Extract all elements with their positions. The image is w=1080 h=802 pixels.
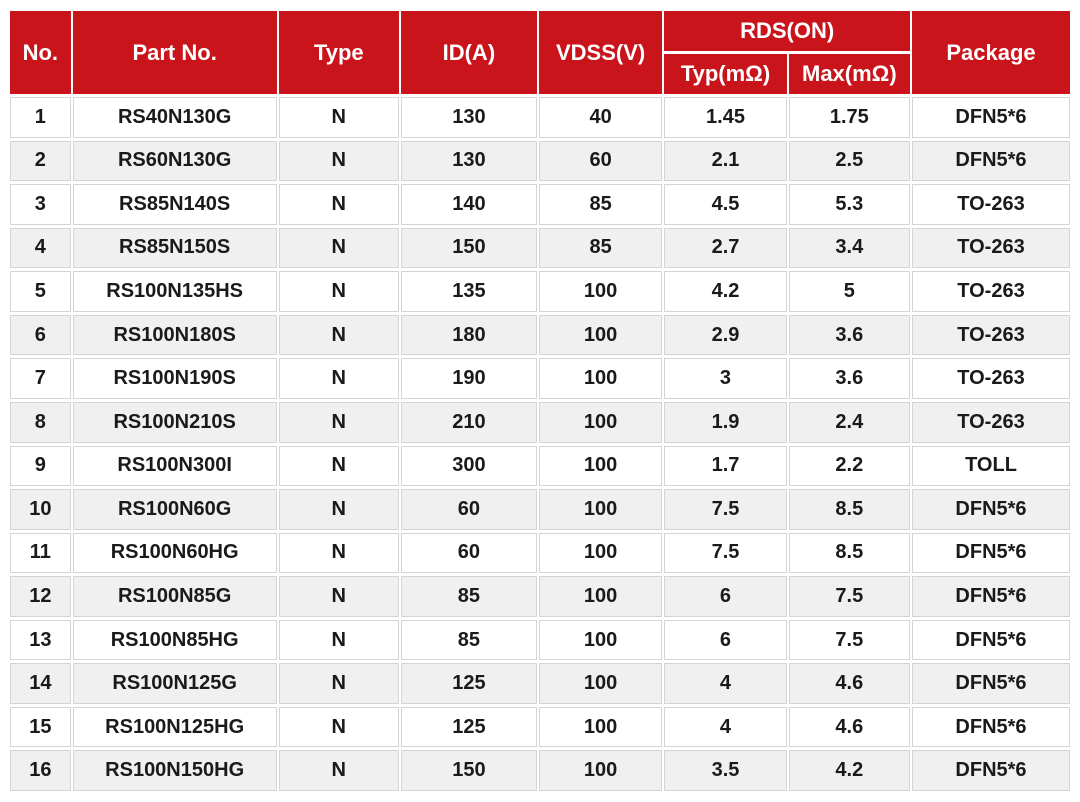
- cell-type: N: [279, 489, 399, 530]
- cell-id_a: 150: [401, 750, 537, 791]
- cell-type: N: [279, 446, 399, 487]
- cell-id_a: 130: [401, 97, 537, 138]
- cell-id_a: 60: [401, 533, 537, 574]
- table-row: [10, 315, 1070, 356]
- column-header-type: Type: [279, 11, 399, 94]
- cell-type: N: [279, 750, 399, 791]
- cell-no: 13: [10, 620, 71, 661]
- cell-no: 4: [10, 228, 71, 269]
- cell-part_no: RS100N60G: [73, 489, 277, 530]
- cell-package: DFN5*6: [912, 141, 1070, 182]
- cell-typ_mohm: 6: [664, 620, 786, 661]
- cell-typ_mohm: 7.5: [664, 533, 786, 574]
- table-row: [10, 620, 1070, 661]
- cell-id_a: 135: [401, 271, 537, 312]
- table-row: [10, 663, 1070, 704]
- cell-vdss_v: 100: [539, 271, 662, 312]
- cell-no: 16: [10, 750, 71, 791]
- cell-package: TOLL: [912, 446, 1070, 487]
- column-header-vdss-v: VDSS(V): [539, 11, 662, 94]
- cell-vdss_v: 100: [539, 620, 662, 661]
- cell-id_a: 85: [401, 620, 537, 661]
- cell-id_a: 210: [401, 402, 537, 443]
- cell-type: N: [279, 707, 399, 748]
- cell-typ_mohm: 2.7: [664, 228, 786, 269]
- cell-type: N: [279, 141, 399, 182]
- header-row-1: [10, 11, 1070, 51]
- cell-vdss_v: 100: [539, 707, 662, 748]
- cell-vdss_v: 60: [539, 141, 662, 182]
- cell-type: N: [279, 228, 399, 269]
- cell-no: 7: [10, 358, 71, 399]
- cell-package: TO-263: [912, 358, 1070, 399]
- cell-id_a: 125: [401, 663, 537, 704]
- cell-part_no: RS100N190S: [73, 358, 277, 399]
- cell-type: N: [279, 315, 399, 356]
- cell-max_mohm: 3.6: [789, 315, 910, 356]
- table-row: [10, 141, 1070, 182]
- cell-vdss_v: 100: [539, 663, 662, 704]
- table-row: [10, 402, 1070, 443]
- cell-no: 3: [10, 184, 71, 225]
- column-header-no: No.: [10, 11, 71, 94]
- cell-package: DFN5*6: [912, 489, 1070, 530]
- cell-typ_mohm: 1.7: [664, 446, 786, 487]
- cell-max_mohm: 4.6: [789, 663, 910, 704]
- cell-vdss_v: 100: [539, 576, 662, 617]
- cell-typ_mohm: 1.45: [664, 97, 786, 138]
- cell-typ_mohm: 2.9: [664, 315, 786, 356]
- table-row: [10, 97, 1070, 138]
- cell-type: N: [279, 620, 399, 661]
- cell-id_a: 140: [401, 184, 537, 225]
- cell-id_a: 180: [401, 315, 537, 356]
- cell-no: 9: [10, 446, 71, 487]
- table-body: [10, 97, 1070, 791]
- cell-package: TO-263: [912, 184, 1070, 225]
- cell-vdss_v: 40: [539, 97, 662, 138]
- cell-package: DFN5*6: [912, 707, 1070, 748]
- cell-id_a: 190: [401, 358, 537, 399]
- cell-id_a: 85: [401, 576, 537, 617]
- table-row: [10, 576, 1070, 617]
- cell-typ_mohm: 6: [664, 576, 786, 617]
- column-header-typ-mohm: Typ(mΩ): [664, 54, 786, 94]
- cell-no: 10: [10, 489, 71, 530]
- cell-id_a: 130: [401, 141, 537, 182]
- cell-no: 11: [10, 533, 71, 574]
- cell-vdss_v: 100: [539, 446, 662, 487]
- cell-max_mohm: 7.5: [789, 576, 910, 617]
- cell-max_mohm: 5: [789, 271, 910, 312]
- table-header: [10, 11, 1070, 94]
- column-header-package: Package: [912, 11, 1070, 94]
- cell-package: DFN5*6: [912, 750, 1070, 791]
- cell-no: 15: [10, 707, 71, 748]
- table-row: [10, 358, 1070, 399]
- cell-type: N: [279, 576, 399, 617]
- table-row: [10, 750, 1070, 791]
- cell-max_mohm: 8.5: [789, 489, 910, 530]
- cell-max_mohm: 3.4: [789, 228, 910, 269]
- cell-no: 14: [10, 663, 71, 704]
- cell-part_no: RS100N300I: [73, 446, 277, 487]
- cell-part_no: RS100N180S: [73, 315, 277, 356]
- cell-typ_mohm: 4: [664, 663, 786, 704]
- cell-package: TO-263: [912, 228, 1070, 269]
- cell-max_mohm: 8.5: [789, 533, 910, 574]
- table-row: [10, 707, 1070, 748]
- table-row: [10, 184, 1070, 225]
- cell-package: DFN5*6: [912, 576, 1070, 617]
- mosfet-selection-table: [8, 8, 1072, 794]
- cell-part_no: RS100N135HS: [73, 271, 277, 312]
- table-row: [10, 228, 1070, 269]
- table-row: [10, 489, 1070, 530]
- cell-max_mohm: 2.5: [789, 141, 910, 182]
- cell-package: DFN5*6: [912, 97, 1070, 138]
- column-header-id-a: ID(A): [401, 11, 537, 94]
- cell-no: 6: [10, 315, 71, 356]
- cell-part_no: RS100N85G: [73, 576, 277, 617]
- cell-typ_mohm: 7.5: [664, 489, 786, 530]
- table-row: [10, 446, 1070, 487]
- cell-part_no: RS40N130G: [73, 97, 277, 138]
- cell-part_no: RS60N130G: [73, 141, 277, 182]
- cell-max_mohm: 2.4: [789, 402, 910, 443]
- cell-id_a: 300: [401, 446, 537, 487]
- cell-part_no: RS100N85HG: [73, 620, 277, 661]
- column-header-rds-on: RDS(ON): [664, 11, 910, 51]
- cell-package: DFN5*6: [912, 663, 1070, 704]
- cell-id_a: 125: [401, 707, 537, 748]
- cell-package: TO-263: [912, 315, 1070, 356]
- cell-no: 2: [10, 141, 71, 182]
- cell-type: N: [279, 184, 399, 225]
- cell-no: 12: [10, 576, 71, 617]
- cell-typ_mohm: 4.2: [664, 271, 786, 312]
- cell-type: N: [279, 533, 399, 574]
- cell-package: TO-263: [912, 402, 1070, 443]
- cell-no: 5: [10, 271, 71, 312]
- cell-package: TO-263: [912, 271, 1070, 312]
- cell-package: DFN5*6: [912, 533, 1070, 574]
- cell-typ_mohm: 3.5: [664, 750, 786, 791]
- cell-max_mohm: 1.75: [789, 97, 910, 138]
- table-row: [10, 533, 1070, 574]
- cell-max_mohm: 4.6: [789, 707, 910, 748]
- cell-max_mohm: 7.5: [789, 620, 910, 661]
- cell-part_no: RS100N60HG: [73, 533, 277, 574]
- cell-type: N: [279, 97, 399, 138]
- cell-typ_mohm: 3: [664, 358, 786, 399]
- cell-part_no: RS100N125G: [73, 663, 277, 704]
- cell-typ_mohm: 1.9: [664, 402, 786, 443]
- cell-vdss_v: 100: [539, 489, 662, 530]
- cell-id_a: 60: [401, 489, 537, 530]
- cell-typ_mohm: 4: [664, 707, 786, 748]
- cell-no: 1: [10, 97, 71, 138]
- cell-id_a: 150: [401, 228, 537, 269]
- cell-package: DFN5*6: [912, 620, 1070, 661]
- column-header-part-no: Part No.: [73, 11, 277, 94]
- cell-type: N: [279, 271, 399, 312]
- cell-typ_mohm: 2.1: [664, 141, 786, 182]
- cell-vdss_v: 100: [539, 750, 662, 791]
- cell-part_no: RS85N140S: [73, 184, 277, 225]
- cell-part_no: RS100N125HG: [73, 707, 277, 748]
- cell-max_mohm: 3.6: [789, 358, 910, 399]
- cell-part_no: RS85N150S: [73, 228, 277, 269]
- cell-no: 8: [10, 402, 71, 443]
- cell-max_mohm: 5.3: [789, 184, 910, 225]
- cell-type: N: [279, 663, 399, 704]
- cell-vdss_v: 100: [539, 533, 662, 574]
- cell-max_mohm: 2.2: [789, 446, 910, 487]
- cell-vdss_v: 85: [539, 184, 662, 225]
- table-row: [10, 271, 1070, 312]
- cell-vdss_v: 85: [539, 228, 662, 269]
- cell-part_no: RS100N150HG: [73, 750, 277, 791]
- cell-type: N: [279, 358, 399, 399]
- column-header-max-mohm: Max(mΩ): [789, 54, 910, 94]
- cell-part_no: RS100N210S: [73, 402, 277, 443]
- cell-typ_mohm: 4.5: [664, 184, 786, 225]
- cell-vdss_v: 100: [539, 402, 662, 443]
- cell-type: N: [279, 402, 399, 443]
- cell-vdss_v: 100: [539, 315, 662, 356]
- cell-vdss_v: 100: [539, 358, 662, 399]
- cell-max_mohm: 4.2: [789, 750, 910, 791]
